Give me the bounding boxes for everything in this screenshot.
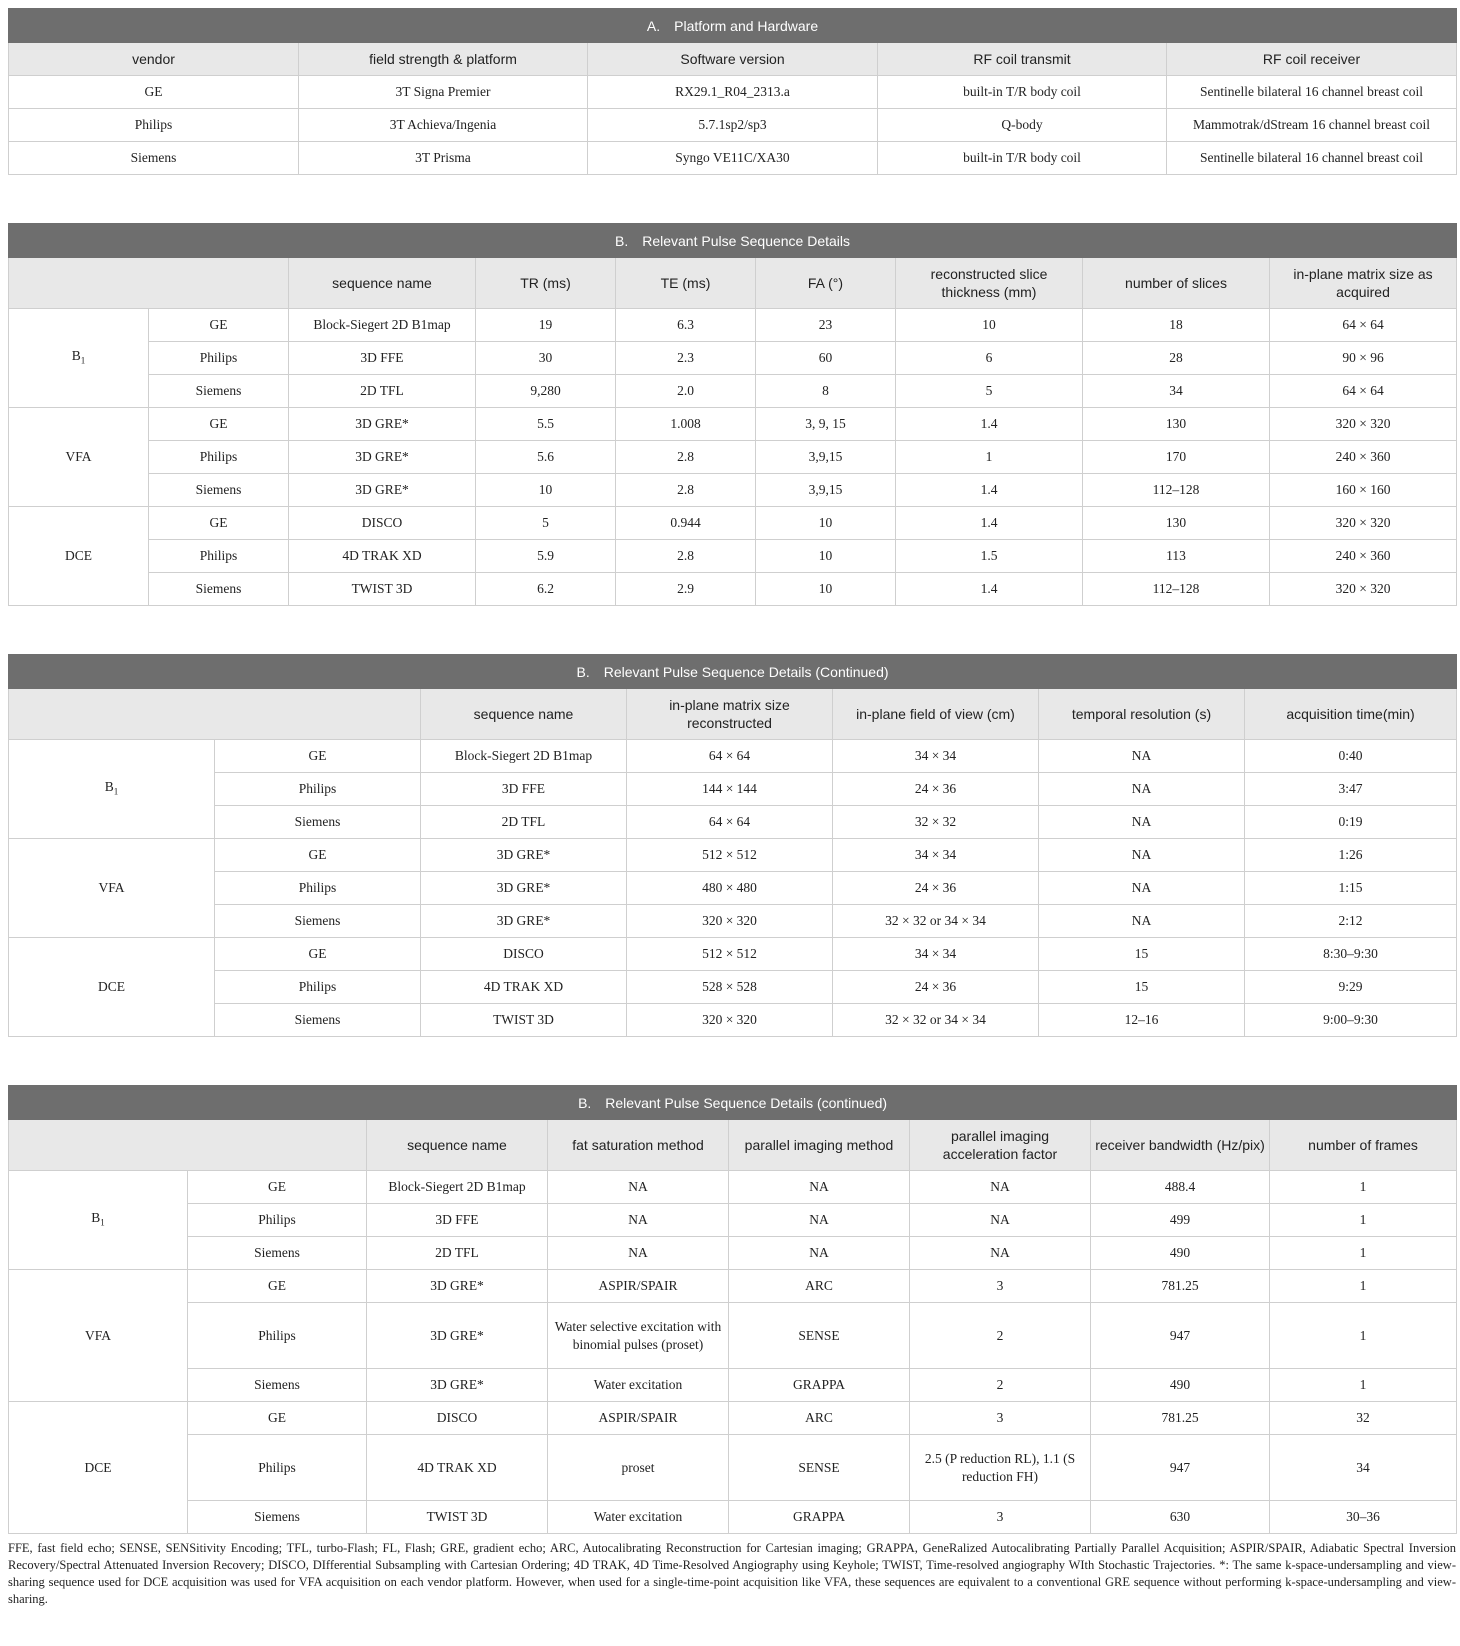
cell: Water selective excitation with binomial pulses (proset): [548, 1303, 729, 1369]
cell: 2.3: [616, 342, 756, 375]
cell: 8:30–9:30: [1245, 938, 1457, 971]
table-platform-hardware: [8, 8, 1457, 175]
empty-header: [9, 258, 289, 309]
vendor-cell: Philips: [215, 872, 421, 905]
cell: 1.4: [896, 507, 1083, 540]
vendor-cell: GE: [215, 839, 421, 872]
group-label: [9, 839, 215, 938]
cell: 0:40: [1245, 740, 1457, 773]
cell: 490: [1091, 1237, 1270, 1270]
cell: 3: [910, 1402, 1091, 1435]
cell: 499: [1091, 1204, 1270, 1237]
column-header: in-plane matrix size reconstructed: [627, 689, 833, 740]
column-header: acquisition time(min): [1245, 689, 1457, 740]
vendor-cell: Siemens: [149, 573, 289, 606]
cell: 5: [896, 375, 1083, 408]
table-title: A. Platform and Hardware: [9, 9, 1457, 43]
cell: 24 × 36: [833, 872, 1039, 905]
cell: 60: [756, 342, 896, 375]
cell: 512 × 512: [627, 839, 833, 872]
cell: 130: [1083, 507, 1270, 540]
cell: built-in T/R body coil: [878, 142, 1167, 175]
cell: 1: [1270, 1237, 1457, 1270]
cell: 2.5 (P reduction RL), 1.1 (S reduction FH): [910, 1435, 1091, 1501]
cell: 64 × 64: [627, 740, 833, 773]
cell: 30: [476, 342, 616, 375]
cell: 64 × 64: [1270, 309, 1457, 342]
cell: 3D GRE*: [289, 441, 476, 474]
table-row: [9, 474, 1457, 507]
cell: 34 × 34: [833, 740, 1039, 773]
cell: 19: [476, 309, 616, 342]
cell: 1: [1270, 1369, 1457, 1402]
cell: 3T Achieva/Ingenia: [299, 109, 588, 142]
table-row: [9, 342, 1457, 375]
footnote: FFE, fast field echo; SENSE, SENSitivity Encoding; TFL, turbo-Flash; FL, Flash; GRE, gradient echo; ARC, Autocalibrating Reconstruction for Cartesian imaging; GRAPPA, GeneRalized Autocalibrating Partially Parallel Acquisition; ASPIR/SPAIR, Adiabatic Spectral Inversion Recovery/Spectral Attenuated Inversion Recovery; DISCO, DIfferential Subsampling with Cartesian Ordering; 4D TRAK, 4D Time-Resolved Angiography using Keyhole; TWIST, Time-resolved angiography WIth Stochastic Trajectories. *: The same k-space-undersampling and view-sharing sequence used for DCE acquisition was used for VFA acquisition on each vendor platform. However, when used for a single-time-point acquisition like VFA, these sequences are equivalent to a conventional GRE sequence without performing k-space-undersampling and view-sharing.: [8, 1541, 1456, 1606]
cell: 2D TFL: [421, 806, 627, 839]
vendor-cell: Siemens: [215, 806, 421, 839]
group-label-subscript: 1: [113, 786, 119, 797]
cell: 781.25: [1091, 1402, 1270, 1435]
vendor-cell: GE: [188, 1270, 367, 1303]
cell: 6: [896, 342, 1083, 375]
cell: proset: [548, 1435, 729, 1501]
cell: 64 × 64: [1270, 375, 1457, 408]
cell: 320 × 320: [627, 1004, 833, 1037]
cell: built-in T/R body coil: [878, 76, 1167, 109]
group-label: [9, 1171, 188, 1270]
cell: 1.5: [896, 540, 1083, 573]
vendor-cell: Philips: [149, 441, 289, 474]
cell: NA: [910, 1237, 1091, 1270]
table-row: [9, 872, 1457, 905]
cell: NA: [1039, 872, 1245, 905]
group-label-text: DCE: [65, 548, 92, 563]
cell: 2:12: [1245, 905, 1457, 938]
vendor-cell: Philips: [188, 1204, 367, 1237]
cell: 12–16: [1039, 1004, 1245, 1037]
cell: NA: [729, 1237, 910, 1270]
cell: 3: [910, 1501, 1091, 1534]
column-header: Software version: [588, 43, 878, 76]
table-title: B. Relevant Pulse Sequence Details (Continued): [9, 655, 1457, 689]
cell: Water excitation: [548, 1369, 729, 1402]
column-header: RF coil transmit: [878, 43, 1167, 76]
cell: NA: [729, 1204, 910, 1237]
column-header: parallel imaging method: [729, 1120, 910, 1171]
column-header: receiver bandwidth (Hz/pix): [1091, 1120, 1270, 1171]
table-row: [9, 76, 1457, 109]
table-row: [9, 1369, 1457, 1402]
cell: NA: [548, 1171, 729, 1204]
column-header: in-plane matrix size as acquired: [1270, 258, 1457, 309]
column-header: number of slices: [1083, 258, 1270, 309]
cell: ASPIR/SPAIR: [548, 1402, 729, 1435]
table-row: [9, 441, 1457, 474]
cell: 3D GRE*: [421, 872, 627, 905]
cell: 320 × 320: [1270, 507, 1457, 540]
cell: 32 × 32 or 34 × 34: [833, 1004, 1039, 1037]
cell: 3D FFE: [367, 1204, 548, 1237]
cell: NA: [1039, 740, 1245, 773]
cell: 1.4: [896, 408, 1083, 441]
group-label-text: B: [71, 347, 81, 363]
cell: DISCO: [421, 938, 627, 971]
cell: 240 × 360: [1270, 441, 1457, 474]
cell: 9:29: [1245, 971, 1457, 1004]
table-row: [9, 1402, 1457, 1435]
cell: 3D FFE: [289, 342, 476, 375]
cell: TWIST 3D: [367, 1501, 548, 1534]
table-title: B. Relevant Pulse Sequence Details: [9, 224, 1457, 258]
cell: NA: [729, 1171, 910, 1204]
cell: 18: [1083, 309, 1270, 342]
group-label-text: VFA: [65, 449, 92, 464]
cell: NA: [1039, 839, 1245, 872]
vendor-cell: Philips: [149, 342, 289, 375]
column-header: TE (ms): [616, 258, 756, 309]
cell: SENSE: [729, 1435, 910, 1501]
cell: 24 × 36: [833, 773, 1039, 806]
cell: 6.3: [616, 309, 756, 342]
cell: 528 × 528: [627, 971, 833, 1004]
cell: 144 × 144: [627, 773, 833, 806]
vendor-cell: Philips: [188, 1303, 367, 1369]
group-label-text: VFA: [84, 1327, 111, 1343]
cell: 3D FFE: [421, 773, 627, 806]
cell: 320 × 320: [1270, 573, 1457, 606]
group-label-text: DCE: [84, 1459, 112, 1475]
table-row: [9, 773, 1457, 806]
cell: ARC: [729, 1270, 910, 1303]
cell: GE: [9, 76, 299, 109]
cell: NA: [910, 1171, 1091, 1204]
cell: 490: [1091, 1369, 1270, 1402]
cell: 10: [476, 474, 616, 507]
cell: 2.9: [616, 573, 756, 606]
table-row: [9, 1004, 1457, 1037]
cell: 2D TFL: [367, 1237, 548, 1270]
cell: 15: [1039, 971, 1245, 1004]
column-header: RF coil receiver: [1167, 43, 1457, 76]
cell: 3D GRE*: [367, 1369, 548, 1402]
table-row: [9, 1303, 1457, 1369]
cell: 34 × 34: [833, 938, 1039, 971]
table-row: [9, 408, 1457, 441]
vendor-cell: Philips: [188, 1435, 367, 1501]
cell: 32 × 32: [833, 806, 1039, 839]
cell: 24 × 36: [833, 971, 1039, 1004]
cell: 3D GRE*: [421, 839, 627, 872]
cell: 3D GRE*: [367, 1270, 548, 1303]
cell: 32: [1270, 1402, 1457, 1435]
cell: 5.7.1sp2/sp3: [588, 109, 878, 142]
vendor-cell: Siemens: [149, 375, 289, 408]
cell: 3,9,15: [756, 441, 896, 474]
cell: 112–128: [1083, 474, 1270, 507]
cell: 2.8: [616, 540, 756, 573]
cell: 10: [896, 309, 1083, 342]
cell: Sentinelle bilateral 16 channel breast coil: [1167, 142, 1457, 175]
group-label-text: VFA: [98, 880, 125, 895]
cell: 2.8: [616, 474, 756, 507]
cell: 9:00–9:30: [1245, 1004, 1457, 1037]
vendor-cell: Siemens: [149, 474, 289, 507]
cell: 1.4: [896, 573, 1083, 606]
cell: SENSE: [729, 1303, 910, 1369]
cell: 320 × 320: [1270, 408, 1457, 441]
table-row: [9, 573, 1457, 606]
table-row: [9, 507, 1457, 540]
cell: 1.4: [896, 474, 1083, 507]
table-row: [9, 1204, 1457, 1237]
column-header: fat saturation method: [548, 1120, 729, 1171]
cell: 170: [1083, 441, 1270, 474]
cell: ARC: [729, 1402, 910, 1435]
table-row: [9, 1171, 1457, 1204]
cell: 1: [1270, 1270, 1457, 1303]
cell: 9,280: [476, 375, 616, 408]
cell: 34: [1270, 1435, 1457, 1501]
cell: TWIST 3D: [421, 1004, 627, 1037]
cell: DISCO: [289, 507, 476, 540]
cell: Q-body: [878, 109, 1167, 142]
cell: 30–36: [1270, 1501, 1457, 1534]
cell: 3D GRE*: [289, 474, 476, 507]
group-label: [9, 408, 149, 507]
cell: 240 × 360: [1270, 540, 1457, 573]
cell: 10: [756, 507, 896, 540]
cell: NA: [1039, 773, 1245, 806]
cell: 947: [1091, 1435, 1270, 1501]
cell: 1.008: [616, 408, 756, 441]
cell: 3:47: [1245, 773, 1457, 806]
table-row: [9, 740, 1457, 773]
vendor-cell: Siemens: [188, 1501, 367, 1534]
cell: 113: [1083, 540, 1270, 573]
cell: 0.944: [616, 507, 756, 540]
column-header: reconstructed slice thickness (mm): [896, 258, 1083, 309]
cell: 2: [910, 1369, 1091, 1402]
column-header: number of frames: [1270, 1120, 1457, 1171]
column-header: parallel imaging acceleration factor: [910, 1120, 1091, 1171]
group-label: [9, 1270, 188, 1402]
cell: 512 × 512: [627, 938, 833, 971]
cell: Syngo VE11C/XA30: [588, 142, 878, 175]
column-header: field strength & platform: [299, 43, 588, 76]
cell: 4D TRAK XD: [367, 1435, 548, 1501]
group-label: [9, 938, 215, 1037]
group-label-text: DCE: [98, 979, 125, 994]
cell: 3D GRE*: [289, 408, 476, 441]
cell: 2.8: [616, 441, 756, 474]
cell: 3, 9, 15: [756, 408, 896, 441]
cell: NA: [910, 1204, 1091, 1237]
cell: 64 × 64: [627, 806, 833, 839]
cell: Mammotrak/dStream 16 channel breast coil: [1167, 109, 1457, 142]
table-row: [9, 1501, 1457, 1534]
column-header: FA (°): [756, 258, 896, 309]
vendor-cell: GE: [149, 507, 289, 540]
cell: 947: [1091, 1303, 1270, 1369]
cell: 2.0: [616, 375, 756, 408]
cell: GRAPPA: [729, 1501, 910, 1534]
table-row: [9, 1270, 1457, 1303]
group-label: [9, 1402, 188, 1534]
vendor-cell: Siemens: [215, 1004, 421, 1037]
vendor-cell: Siemens: [188, 1237, 367, 1270]
table-row: [9, 971, 1457, 1004]
cell: 3D GRE*: [421, 905, 627, 938]
cell: 3,9,15: [756, 474, 896, 507]
vendor-cell: Philips: [149, 540, 289, 573]
cell: NA: [548, 1237, 729, 1270]
cell: 3: [910, 1270, 1091, 1303]
cell: 488.4: [1091, 1171, 1270, 1204]
group-label-subscript: 1: [80, 355, 86, 366]
vendor-cell: Siemens: [215, 905, 421, 938]
column-header: in-plane field of view (cm): [833, 689, 1039, 740]
cell: 90 × 96: [1270, 342, 1457, 375]
cell: NA: [548, 1204, 729, 1237]
cell: 1: [1270, 1204, 1457, 1237]
vendor-cell: Philips: [215, 773, 421, 806]
group-label: [9, 507, 149, 606]
cell: 34 × 34: [833, 839, 1039, 872]
cell: 4D TRAK XD: [421, 971, 627, 1004]
vendor-cell: GE: [188, 1171, 367, 1204]
cell: 1: [1270, 1171, 1457, 1204]
cell: NA: [1039, 806, 1245, 839]
table-row: [9, 806, 1457, 839]
table-row: [9, 142, 1457, 175]
group-label-text: B: [104, 778, 114, 794]
vendor-cell: Siemens: [188, 1369, 367, 1402]
table-row: [9, 375, 1457, 408]
cell: 5: [476, 507, 616, 540]
column-header: TR (ms): [476, 258, 616, 309]
group-label-subscript: 1: [100, 1217, 105, 1228]
vendor-cell: GE: [188, 1402, 367, 1435]
cell: 10: [756, 573, 896, 606]
cell: 5.5: [476, 408, 616, 441]
page: [8, 8, 1456, 1608]
table-row: [9, 938, 1457, 971]
cell: 112–128: [1083, 573, 1270, 606]
cell: 34: [1083, 375, 1270, 408]
cell: 32 × 32 or 34 × 34: [833, 905, 1039, 938]
table-pulse-sequence-details: [8, 223, 1457, 606]
table-pulse-sequence-details-continued: [8, 654, 1457, 1037]
empty-header: [9, 689, 421, 740]
cell: 130: [1083, 408, 1270, 441]
column-header: temporal resolution (s): [1039, 689, 1245, 740]
table-row: [9, 1435, 1457, 1501]
cell: 3T Signa Premier: [299, 76, 588, 109]
column-header: sequence name: [421, 689, 627, 740]
cell: 2: [910, 1303, 1091, 1369]
cell: DISCO: [367, 1402, 548, 1435]
cell: Water excitation: [548, 1501, 729, 1534]
cell: 0:19: [1245, 806, 1457, 839]
table-row: [9, 109, 1457, 142]
cell: 5.6: [476, 441, 616, 474]
cell: NA: [1039, 905, 1245, 938]
cell: 6.2: [476, 573, 616, 606]
vendor-cell: GE: [149, 408, 289, 441]
vendor-cell: GE: [215, 740, 421, 773]
cell: 5.9: [476, 540, 616, 573]
cell: 1: [1270, 1303, 1457, 1369]
group-label-text: B: [91, 1209, 101, 1225]
cell: Block-Siegert 2D B1map: [421, 740, 627, 773]
cell: GRAPPA: [729, 1369, 910, 1402]
vendor-cell: GE: [215, 938, 421, 971]
cell: 781.25: [1091, 1270, 1270, 1303]
cell: 1:26: [1245, 839, 1457, 872]
group-label: [9, 740, 215, 839]
column-header: vendor: [9, 43, 299, 76]
vendor-cell: Philips: [215, 971, 421, 1004]
cell: 1:15: [1245, 872, 1457, 905]
table-row: [9, 1237, 1457, 1270]
column-header: sequence name: [367, 1120, 548, 1171]
cell: 3D GRE*: [367, 1303, 548, 1369]
cell: 320 × 320: [627, 905, 833, 938]
cell: Block-Siegert 2D B1map: [367, 1171, 548, 1204]
table-row: [9, 309, 1457, 342]
cell: 28: [1083, 342, 1270, 375]
cell: 2D TFL: [289, 375, 476, 408]
table-title: B. Relevant Pulse Sequence Details (continued): [9, 1086, 1457, 1120]
cell: Philips: [9, 109, 299, 142]
vendor-cell: GE: [149, 309, 289, 342]
cell: 8: [756, 375, 896, 408]
table-row: [9, 839, 1457, 872]
cell: RX29.1_R04_2313.a: [588, 76, 878, 109]
table-pulse-sequence-details-continued-2: [8, 1085, 1457, 1534]
cell: 15: [1039, 938, 1245, 971]
cell: 1: [896, 441, 1083, 474]
cell: 160 × 160: [1270, 474, 1457, 507]
column-header: sequence name: [289, 258, 476, 309]
cell: 23: [756, 309, 896, 342]
cell: ASPIR/SPAIR: [548, 1270, 729, 1303]
cell: 480 × 480: [627, 872, 833, 905]
table-row: [9, 905, 1457, 938]
empty-header: [9, 1120, 367, 1171]
table-row: [9, 540, 1457, 573]
cell: Sentinelle bilateral 16 channel breast coil: [1167, 76, 1457, 109]
cell: Block-Siegert 2D B1map: [289, 309, 476, 342]
cell: Siemens: [9, 142, 299, 175]
cell: 630: [1091, 1501, 1270, 1534]
group-label: [9, 309, 149, 408]
cell: 10: [756, 540, 896, 573]
cell: 4D TRAK XD: [289, 540, 476, 573]
cell: 3T Prisma: [299, 142, 588, 175]
cell: TWIST 3D: [289, 573, 476, 606]
